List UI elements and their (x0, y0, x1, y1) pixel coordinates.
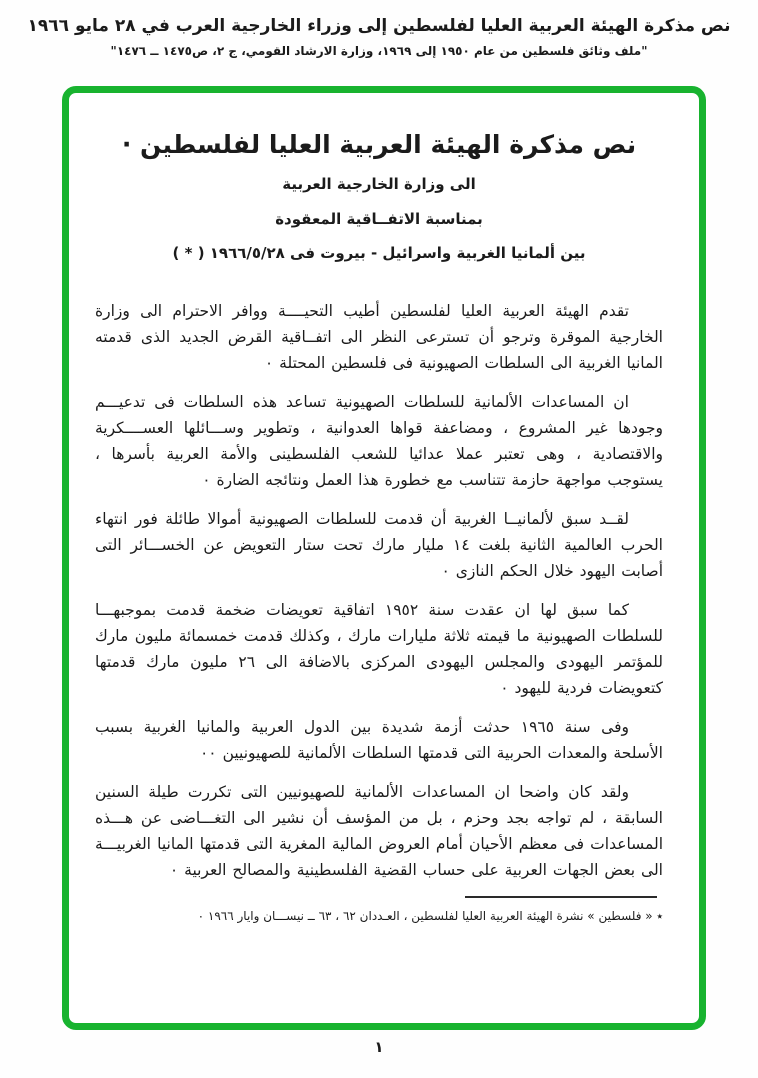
document-body (95, 298, 663, 883)
paragraph: ولقد كان واضحا ان المساعدات الألمانية للصهيونيين التى تكررت طيلة السنين السابقة ، لم تواجه بجد وحزم ، بل من المؤسف أن نشير الى التغـــاضى عن هـــذه المساعدات فى معظم الأحيان أمام العروض المالية المغرية التى قدمتها المانيا الغربيـــة الى بعض الجهات العربية على حساب القضية الفلسطينية والمصالح العربية ٠ (95, 782, 663, 879)
paragraph: لقــد سبق لألمانيــا الغربية أن قدمت للسلطات الصهيونية أموالا طائلة فور انتهاء الحرب العالمية الثانية بلغت ١٤ مليار مارك تحت ستار التعويض عن الخســـائر التى أصابت اليهود خلال الحكم النازى ٠ (95, 509, 663, 580)
document-subtitle-addressee: الى وزارة الخارجية العربية (282, 175, 476, 194)
paragraph: كما سبق لها ان عقدت سنة ١٩٥٢ اتفاقية تعويضات ضخمة قدمت بموجبهـــا للسلطات الصهيونية ما قيمته ثلاثة مليارات مارك ، وكذلك قدمت خمسمائة مليون مارك للمؤتمر اليهودى والمجلس اليهودى المركزى بالاضافة الى ٢٦ مليون مارك قدمتها كتعويضات فردية لليهود ٠ (95, 600, 663, 697)
document-subtitle-parties-date: بين ألمانيا الغربية واسرائيل - بيروت فى ١٩٦٦/٥/٢٨ ( * ) (172, 244, 586, 263)
document-subtitle-occasion: بمناسبة الاتفــاقية المعقودة (275, 209, 483, 228)
document-title: نص مذكرة الهيئة العربية العليا لفلسطين · (121, 130, 637, 159)
green-border-frame (62, 86, 706, 1030)
page-number: ١ (374, 1038, 384, 1056)
paragraph: تقدم الهيئة العربية العليا لفلسطين أطيب التحيــــة ووافر الاحترام الى وزارة الخارجية الموقرة وترجو أن تسترعى النظر الى اتفــاقية القرض الجديد الذى قدمته المانيا الغربية الى السلطات الصهيونية فى فلسطين المحتلة ٠ (95, 301, 663, 372)
footnote-divider (465, 896, 657, 898)
document-title-block (95, 129, 663, 264)
header-title: نص مذكرة الهيئة العربية العليا لفلسطين إلى وزراء الخارجية العرب في ٢٨ مايو ١٩٦٦ (27, 16, 731, 36)
page-header (0, 14, 758, 59)
paragraph: ان المساعدات الألمانية للسلطات الصهيونية تساعد هذه السلطات فى تدعيـــم وجودها غير المشروع ، ومضاعفة قواها العدوانية ، وتطوير وســـائلها العســــكرية والاقتصادية ، وهى تعتبر عملا عدائيا للشعب الفلسطينى والأمة العربية بأسرها ، يستوجب مواجهة حازمة تتناسب مع خطورة هذا العمل ونتائجه الضارة ٠ (95, 392, 663, 489)
header-source-citation: "ملف وثائق فلسطين من عام ١٩٥٠ إلى ١٩٦٩، وزارة الارشاد القومي، ج ٢، ص١٤٧٥ ــ ١٤٧٦" (110, 43, 648, 58)
paragraph: وفى سنة ١٩٦٥ حدثت أزمة شديدة بين الدول العربية والمانيا الغربية بسبب الأسلحة والمعدات الحربية التى قدمتها السلطات الألمانية للصهيونيين ٠٠ (95, 717, 663, 762)
footnote-citation: ٭ « فلسطين » نشرة الهيئة العربية العليا لفلسطين ، العـددان ٦٢ ، ٦٣ ــ نيســـان وايار ١٩٦٦ ٠ (197, 908, 663, 923)
